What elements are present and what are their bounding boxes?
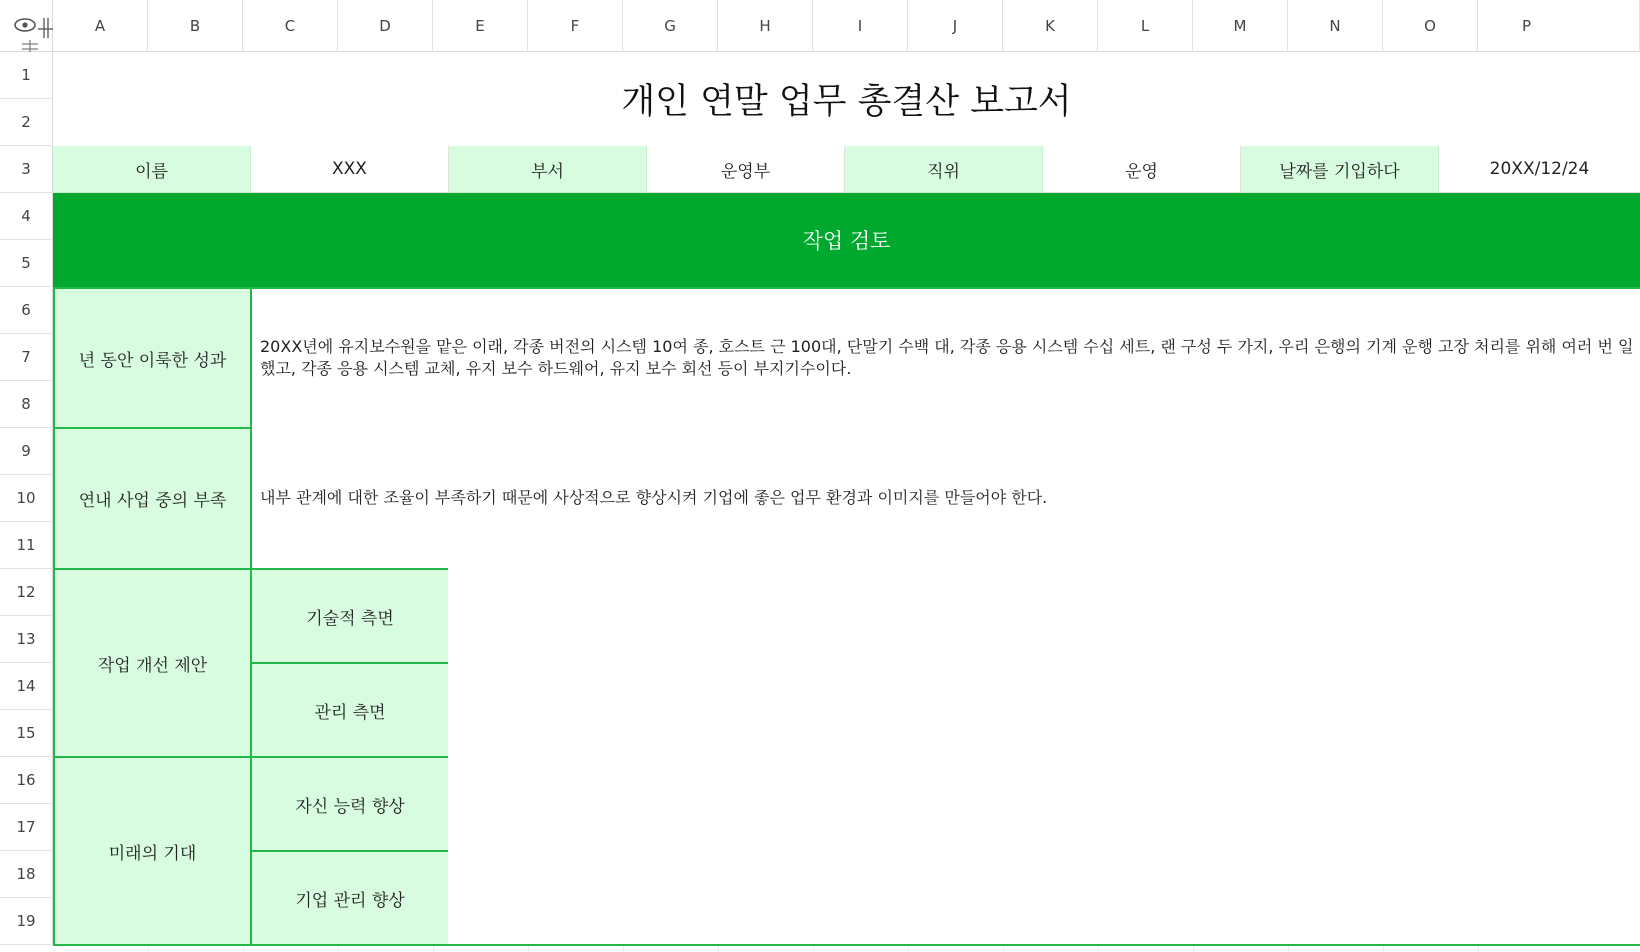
column-header[interactable]: E [433, 0, 528, 52]
position-value-cell[interactable]: 운영 [1043, 146, 1241, 193]
row-header[interactable]: 8 [0, 381, 53, 428]
row-header[interactable]: 1 [0, 52, 53, 99]
column-header[interactable]: H [718, 0, 813, 52]
position-label-cell[interactable]: 직위 [845, 146, 1043, 193]
row-header[interactable]: 2 [0, 99, 53, 146]
improvement-label-cell[interactable]: 작업 개선 제안 [53, 568, 252, 758]
name-value-cell[interactable]: XXX [251, 146, 449, 193]
freeze-panes-icon[interactable] [38, 18, 53, 38]
column-header[interactable]: D [338, 0, 433, 52]
date-value-cell[interactable]: 20XX/12/24 [1439, 146, 1640, 193]
self-improvement-label-cell[interactable]: 자신 능력 향상 [250, 756, 450, 852]
row-resize-icon[interactable] [22, 40, 38, 52]
report-title[interactable]: 개인 연말 업무 총결산 보고서 [53, 52, 1640, 146]
row-header[interactable]: 12 [0, 569, 53, 616]
row-header[interactable]: 16 [0, 757, 53, 804]
corp-management-label-cell[interactable]: 기업 관리 향상 [250, 850, 450, 946]
technical-label-cell[interactable]: 기술적 측면 [250, 568, 450, 664]
dept-value-cell[interactable]: 운영부 [647, 146, 845, 193]
shortcoming-text-cell[interactable]: 내부 관계에 대한 조율이 부족하기 때문에 사상적으로 향상시켜 기업에 좋은 업무 환경과 이미지를 만들어야 한다. [250, 427, 1640, 570]
select-all-corner[interactable] [0, 0, 53, 52]
row-header[interactable]: 5 [0, 240, 53, 287]
achievements-text-cell[interactable]: 20XX년에 유지보수원을 맡은 이래, 각종 버전의 시스템 10여 종, 호스트 근 100대, 단말기 수백 대, 각종 응용 시스템 수십 세트, 랜 구성 두 가지, 우리 은행의 기계 운행 고장 처리를 위해 여러 번 일했고, 각종 응용 시스템 교체, 유지 보수 하드웨어, 유지 보수 회선 등이 부지기수이다. [250, 287, 1640, 429]
column-header[interactable]: N [1288, 0, 1383, 52]
column-header[interactable]: J [908, 0, 1003, 52]
row-header[interactable]: 17 [0, 804, 53, 851]
row-header[interactable]: 14 [0, 663, 53, 710]
row-header[interactable]: 7 [0, 334, 53, 381]
column-header[interactable]: K [1003, 0, 1098, 52]
dept-label-cell[interactable]: 부서 [449, 146, 647, 193]
column-header[interactable]: B [148, 0, 243, 52]
row-header[interactable]: 3 [0, 146, 53, 193]
date-label-cell[interactable]: 날짜를 기입하다 [1241, 146, 1439, 193]
row-header[interactable]: 6 [0, 287, 53, 334]
eye-icon[interactable] [15, 19, 35, 31]
self-improvement-input-cell[interactable] [448, 756, 1640, 852]
management-label-cell[interactable]: 관리 측면 [250, 662, 450, 758]
review-banner[interactable]: 작업 검토 [53, 193, 1640, 287]
row-header[interactable]: 10 [0, 475, 53, 522]
column-header[interactable]: F [528, 0, 623, 52]
column-header[interactable]: M [1193, 0, 1288, 52]
row-header[interactable]: 9 [0, 428, 53, 475]
column-header[interactable]: O [1383, 0, 1478, 52]
column-header[interactable]: A [53, 0, 148, 52]
future-label-cell[interactable]: 미래의 기대 [53, 756, 252, 946]
column-header[interactable]: P [1478, 0, 1640, 52]
column-header[interactable]: C [243, 0, 338, 52]
row-header[interactable]: 13 [0, 616, 53, 663]
row-header[interactable]: 19 [0, 898, 53, 945]
name-label-cell[interactable]: 이름 [53, 146, 251, 193]
row-header[interactable]: 4 [0, 193, 53, 240]
technical-input-cell[interactable] [448, 568, 1640, 664]
corp-management-input-cell[interactable] [448, 850, 1640, 946]
column-header[interactable]: G [623, 0, 718, 52]
column-header[interactable]: I [813, 0, 908, 52]
column-header[interactable]: L [1098, 0, 1193, 52]
row-header[interactable]: 18 [0, 851, 53, 898]
achievements-label-cell[interactable]: 년 동안 이룩한 성과 [53, 287, 252, 429]
management-input-cell[interactable] [448, 662, 1640, 758]
row-header[interactable]: 15 [0, 710, 53, 757]
corner-icons [0, 0, 53, 52]
row-header[interactable]: 11 [0, 522, 53, 569]
shortcoming-label-cell[interactable]: 연내 사업 중의 부족 [53, 427, 252, 570]
